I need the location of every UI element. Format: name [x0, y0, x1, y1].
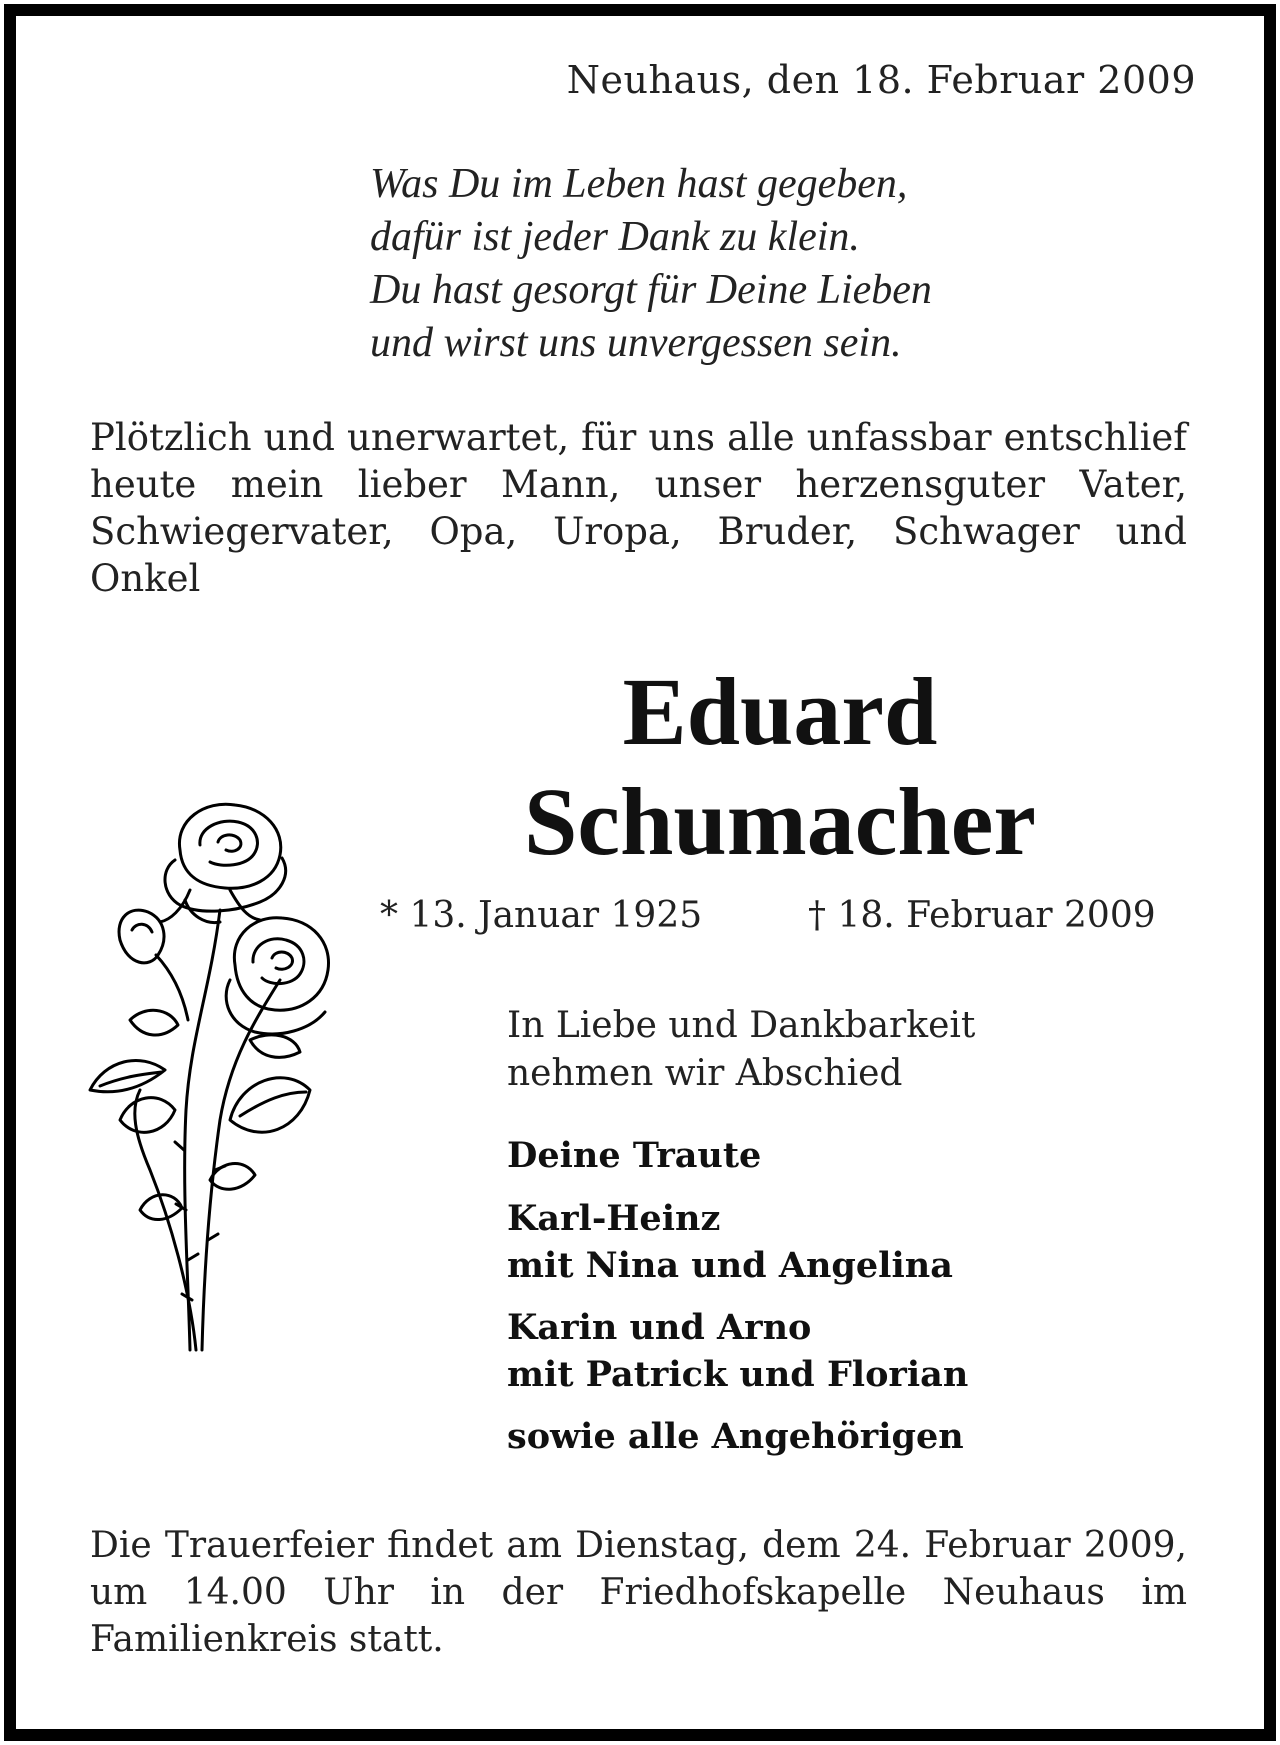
farewell-line: In Liebe und Dankbarkeit [507, 1005, 976, 1046]
farewell-text [507, 1002, 975, 1098]
family-line: sowie alle Angehörigen [507, 1416, 964, 1457]
poem-line: dafür ist jeder Dank zu klein. [370, 214, 860, 260]
death-date: † 18. Februar 2009 [808, 895, 1156, 936]
family-group [507, 1132, 761, 1179]
funeral-notice: Die Trauerfeier findet am Dienstag, dem 24. Februar 2009, um 14.00 Uhr in der Friedhofskapelle Neuhaus im Familienkreis statt. [90, 1525, 1187, 1660]
poem-line: und wirst uns unvergessen sein. [370, 320, 902, 366]
place-date: Neuhaus, den 18. Februar 2009 [566, 58, 1196, 102]
poem [370, 158, 932, 370]
family-group [507, 1195, 953, 1289]
farewell-line: nehmen wir Abschied [507, 1053, 903, 1094]
poem-line: Du hast gesorgt für Deine Lieben [370, 267, 932, 313]
family-group [507, 1304, 968, 1398]
birth-date: * 13. Januar 1925 [380, 895, 703, 936]
poem-line: Was Du im Leben hast gegeben, [370, 161, 908, 207]
family-line: Karin und Arno [507, 1307, 812, 1348]
family-line: Karl-Heinz [507, 1198, 721, 1239]
family-line: Deine Traute [507, 1135, 762, 1176]
intro-text: Plötzlich und unerwartet, für uns alle unfassbar entschlief heute mein lieber Mann, unser herzensguter Vater, Schwiegervater, Opa, Uropa, Bruder, Schwager und Onkel [90, 416, 1187, 600]
rose-icon [70, 790, 350, 1360]
deceased-last-name: Schumacher [524, 768, 1036, 875]
deceased-first-name: Eduard [622, 658, 938, 765]
family-line: mit Patrick und Florian [507, 1354, 969, 1395]
family-line: mit Nina und Angelina [507, 1245, 953, 1286]
family-group [507, 1413, 964, 1460]
